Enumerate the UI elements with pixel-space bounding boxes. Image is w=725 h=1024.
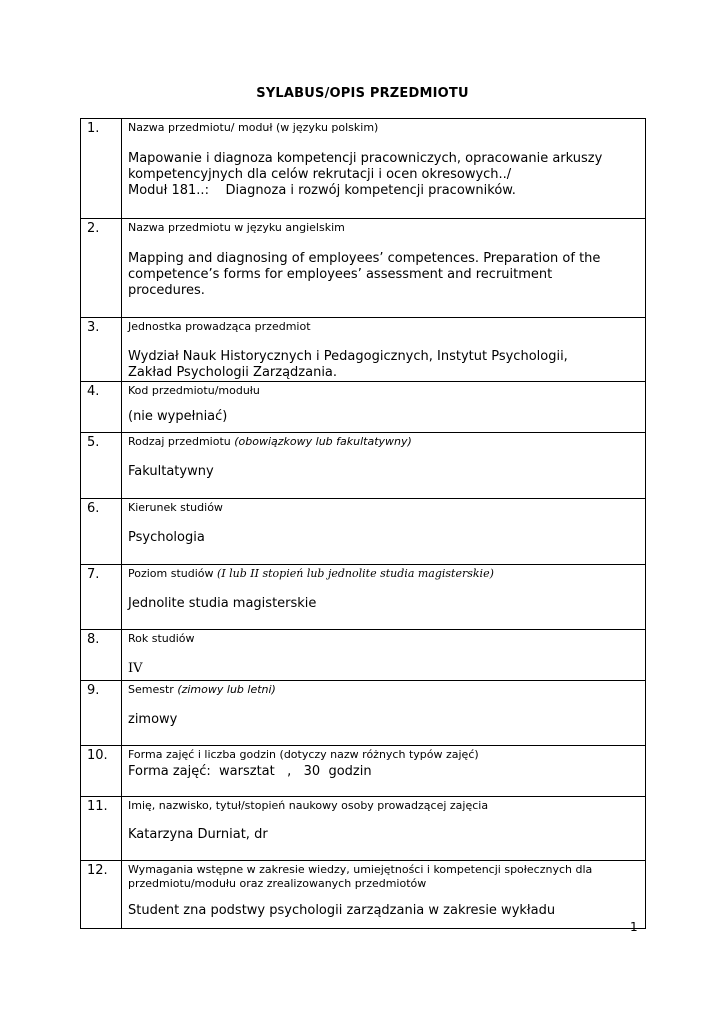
row-content (122, 565, 646, 630)
field-label: Wymagania wstępne w zakresie wiedzy, umiejętności i kompetencji społecznych dla przedmiotu/modułu oraz zrealizowanych przedmiotów (128, 863, 593, 890)
row-number: 2. (81, 219, 122, 318)
value-line: kompetencyjnych dla celów rekrutacji i ocen okresowych../ (128, 167, 512, 182)
value-line: Katarzyna Durniat, dr (128, 827, 268, 842)
document-title: SYLABUS/OPIS PRZEDMIOTU (256, 86, 469, 101)
field-value (128, 409, 645, 425)
row-number: 9. (81, 681, 122, 746)
table-row (81, 797, 646, 861)
label-hint: (obowiązkowy lub fakultatywny) (234, 435, 412, 448)
value-line: IV (128, 661, 143, 676)
row-content (122, 861, 646, 929)
value-line: Jednolite studia magisterskie (128, 596, 317, 611)
table-row (81, 630, 646, 681)
row-number: 4. (81, 382, 122, 433)
field-value (128, 764, 645, 780)
table-row (81, 746, 646, 797)
value-line: zimowy (128, 712, 178, 727)
table-row (81, 382, 646, 433)
label-text: Poziom studiów (128, 567, 214, 580)
label-hint: (zimowy lub letni) (177, 683, 276, 696)
value-line: Moduł 181..: Diagnoza i rozwój kompetencji pracowników. (128, 183, 516, 198)
field-value (128, 661, 645, 677)
field-label (128, 567, 645, 581)
row-content (122, 797, 646, 861)
field-value (128, 349, 645, 381)
row-number: 6. (81, 499, 122, 565)
table-row (81, 499, 646, 565)
value-line: (nie wypełniać) (128, 409, 228, 424)
field-value (128, 464, 645, 480)
field-label: Kod przedmiotu/modułu (128, 384, 260, 397)
value-line: Forma zajęć: warsztat , 30 godzin (128, 764, 372, 779)
field-label: Nazwa przedmiotu w języku angielskim (128, 221, 345, 234)
value-line: Mapowanie i diagnoza kompetencji pracowniczych, opracowanie arkuszy (128, 151, 603, 166)
page-number: 1 (630, 920, 638, 934)
label-text: Semestr (128, 683, 174, 696)
row-content (122, 382, 646, 433)
row-number: 8. (81, 630, 122, 681)
field-value (128, 712, 645, 728)
row-number: 11. (81, 797, 122, 861)
row-number: 5. (81, 433, 122, 499)
table-row (81, 433, 646, 499)
row-number: 1. (81, 119, 122, 219)
value-line: Mapping and diagnosing of employees’ competences. Preparation of the (128, 251, 601, 266)
field-label: Nazwa przedmiotu/ moduł (w języku polskim) (128, 121, 379, 134)
row-content (122, 433, 646, 499)
field-label: Rok studiów (128, 632, 195, 645)
row-content (122, 681, 646, 746)
field-value (128, 903, 645, 919)
table-row (81, 219, 646, 318)
field-value (128, 596, 645, 612)
label-hint: (I lub II stopień lub jednolite studia magisterskie) (217, 567, 494, 580)
row-content (122, 746, 646, 797)
row-content (122, 499, 646, 565)
field-label (128, 435, 645, 449)
field-value (128, 151, 645, 199)
row-content (122, 119, 646, 219)
row-number: 3. (81, 318, 122, 382)
row-content (122, 318, 646, 382)
row-number: 12. (81, 861, 122, 929)
row-number: 7. (81, 565, 122, 630)
row-content (122, 219, 646, 318)
field-value (128, 251, 645, 299)
value-line: Wydział Nauk Historycznych i Pedagogicznych, Instytut Psychologii, (128, 349, 568, 364)
table-row (81, 318, 646, 382)
table-row (81, 119, 646, 219)
field-label: Imię, nazwisko, tytuł/stopień naukowy osoby prowadzącej zajęcia (128, 799, 489, 812)
field-value (128, 827, 645, 843)
value-line: Psychologia (128, 530, 205, 545)
syllabus-table (80, 118, 646, 929)
field-label: Kierunek studiów (128, 501, 223, 514)
value-line: Zakład Psychologii Zarządzania. (128, 365, 338, 380)
field-label: Forma zajęć i liczba godzin (dotyczy nazw różnych typów zajęć) (128, 748, 479, 761)
value-line: competence’s forms for employees’ assessment and recruitment (128, 267, 553, 282)
table-row (81, 861, 646, 929)
value-line: Student zna podstwy psychologii zarządzania w zakresie wykładu (128, 903, 556, 918)
label-text: Rodzaj przedmiotu (128, 435, 231, 448)
table-row (81, 565, 646, 630)
value-line: procedures. (128, 283, 205, 298)
field-value (128, 530, 645, 546)
field-label: Jednostka prowadząca przedmiot (128, 320, 311, 333)
field-label (128, 683, 645, 697)
row-content (122, 630, 646, 681)
table-row (81, 681, 646, 746)
value-line: Fakultatywny (128, 464, 214, 479)
row-number: 10. (81, 746, 122, 797)
